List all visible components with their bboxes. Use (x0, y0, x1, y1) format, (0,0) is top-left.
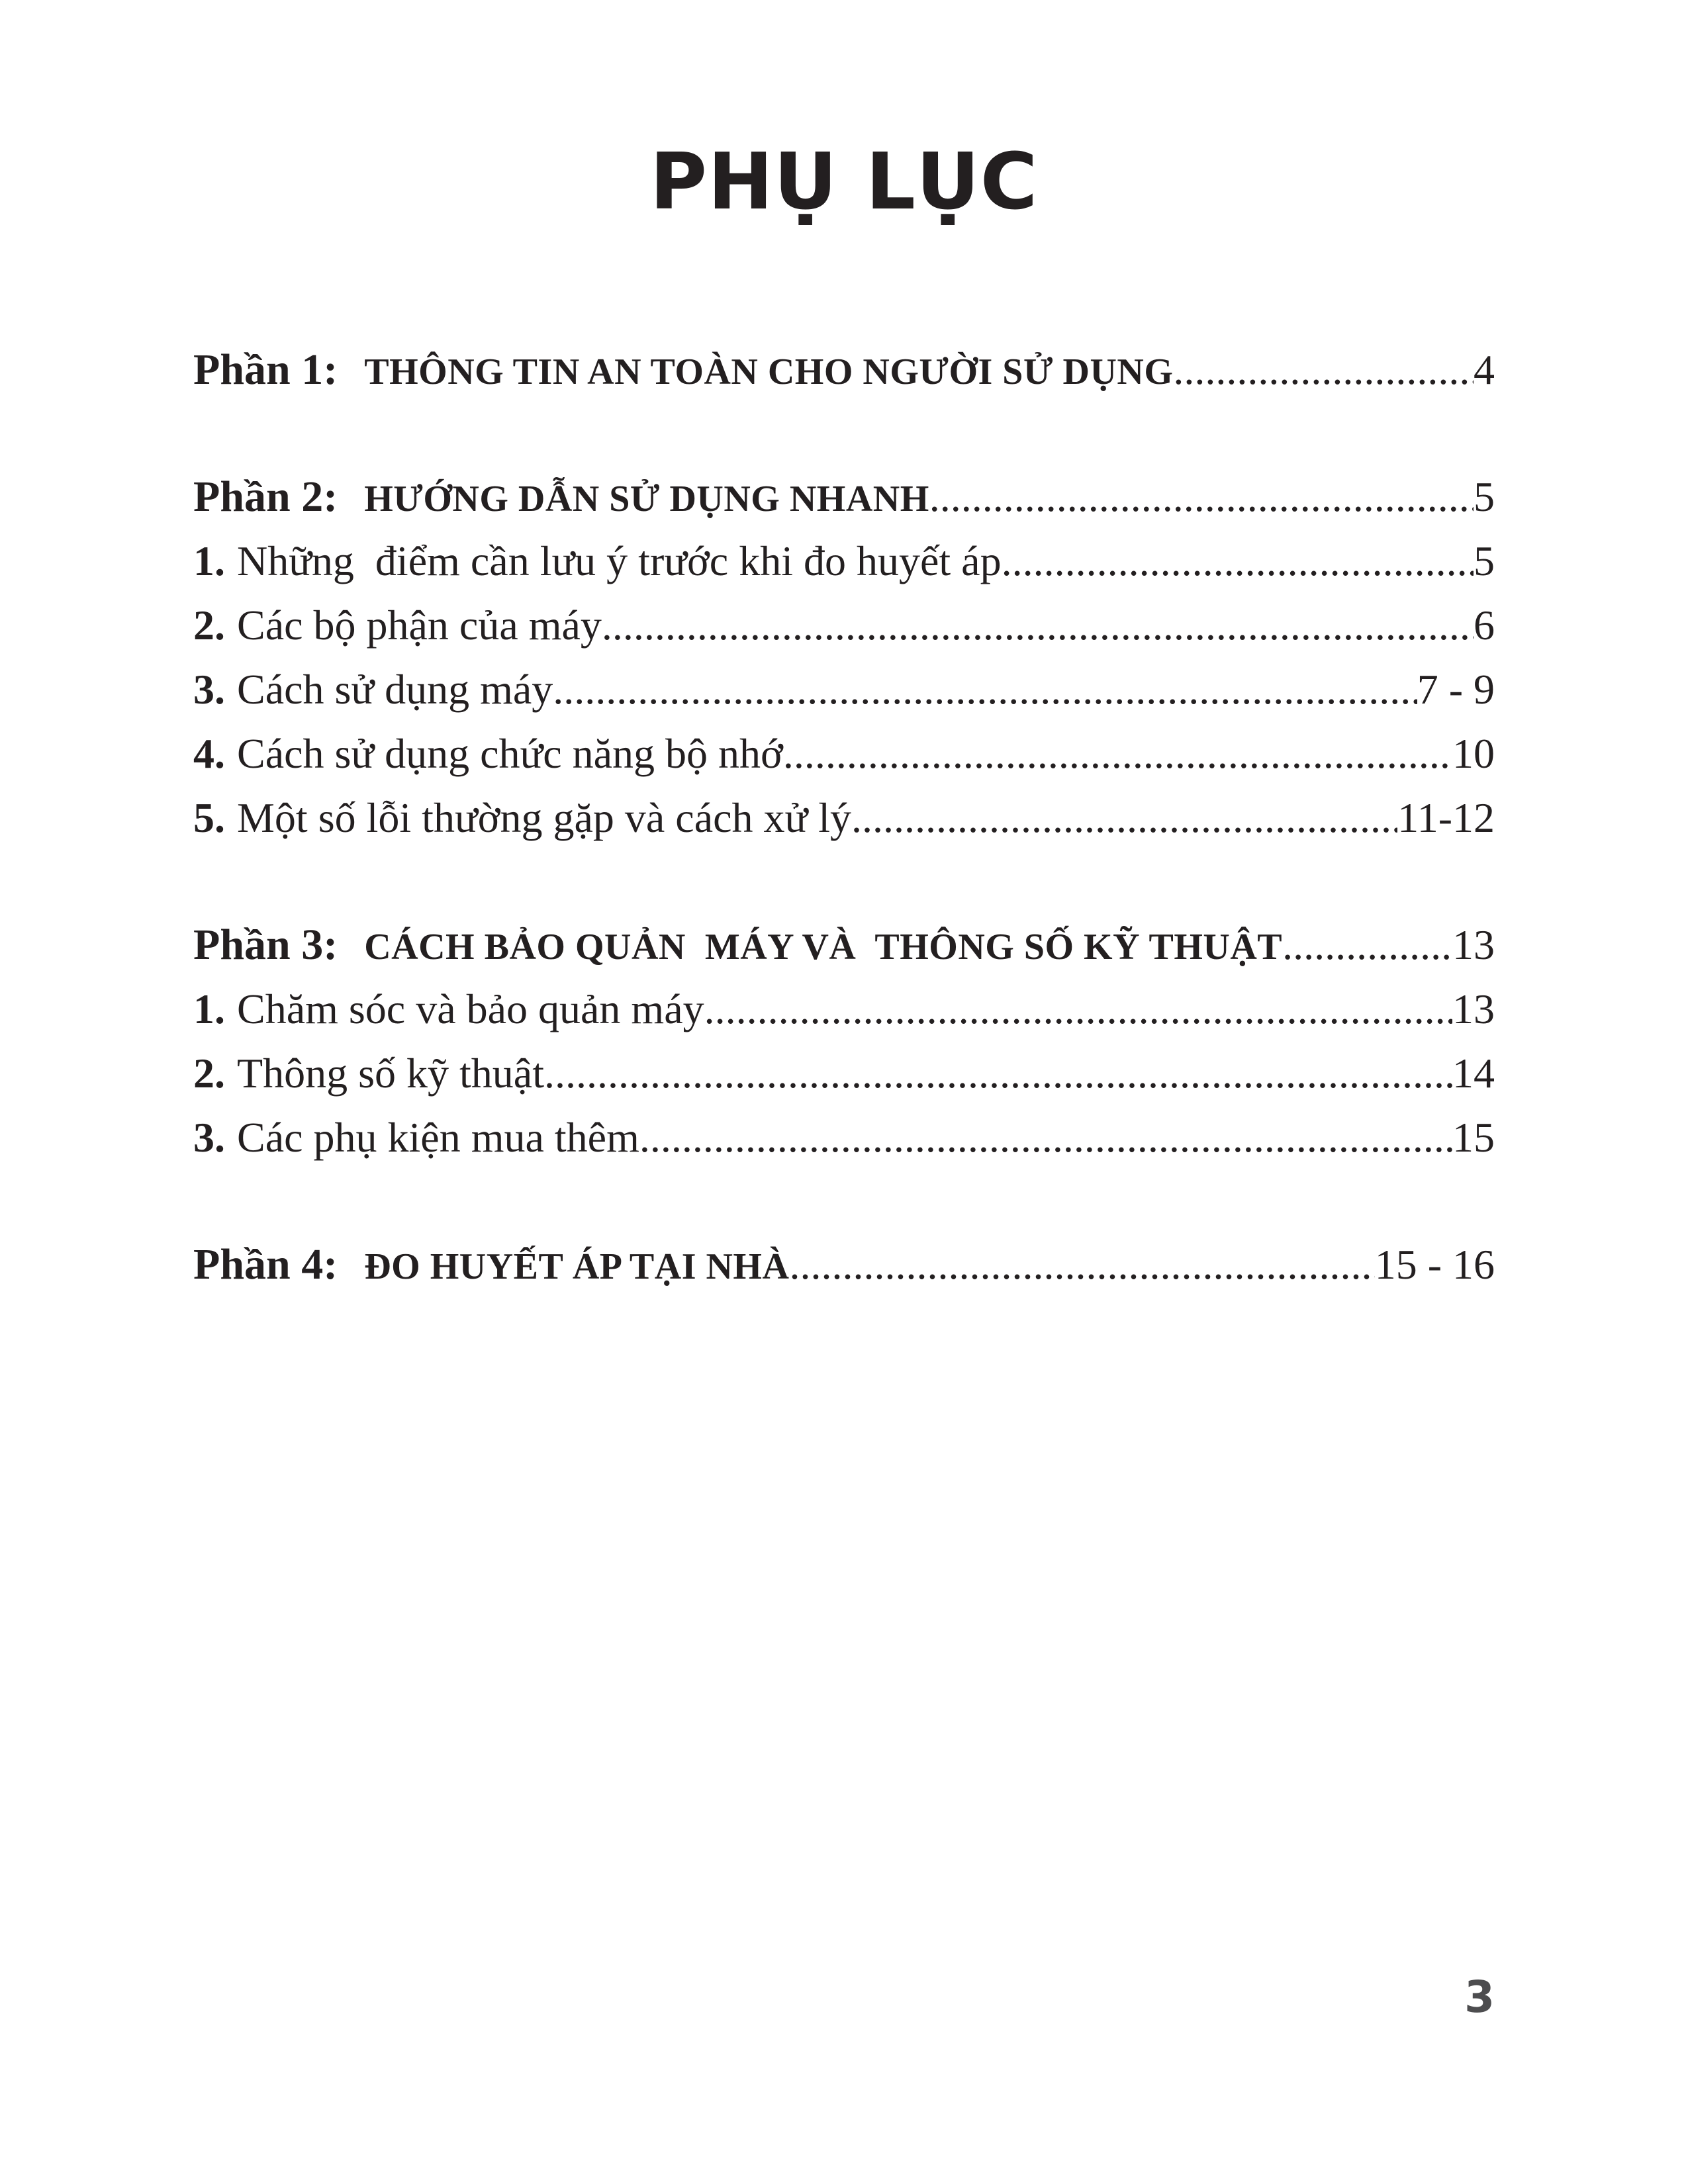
entry-text: Cách sử dụng máy (237, 666, 553, 713)
entry-text: Những điểm cần lưu ý trước khi đo huyết áp (237, 537, 1002, 584)
entry-text: Chăm sóc và bảo quản máy (237, 985, 704, 1032)
page-ref: 13 (1452, 985, 1495, 1032)
toc-section-2 (193, 465, 1495, 850)
part-label: Phần 2: (193, 473, 338, 521)
entry-text: Các phụ kiện mua thêm (237, 1114, 639, 1161)
toc-section-1 (193, 338, 1495, 402)
entry-text: Thông số kỹ thuật (237, 1050, 544, 1097)
page-ref: 13 (1452, 921, 1495, 968)
part-title: ĐO HUYẾT ÁP TẠI NHÀ (364, 1246, 790, 1287)
dot-leader (1282, 913, 1452, 977)
part-title: HƯỚNG DẪN SỬ DỤNG NHANH (364, 478, 929, 520)
toc-part-heading[interactable] (193, 465, 1495, 529)
part-label: Phần 1: (193, 345, 338, 394)
page-ref: 15 - 16 (1374, 1241, 1495, 1288)
entry-text: Cách sử dụng chức năng bộ nhớ (237, 730, 783, 777)
entry-number: 1. (193, 985, 225, 1032)
toc-entry[interactable] (193, 657, 1495, 721)
part-title: CÁCH BẢO QUẢN MÁY VÀ THÔNG SỐ KỸ THUẬT (364, 927, 1283, 968)
part-label: Phần 3: (193, 921, 338, 969)
toc-entry[interactable] (193, 977, 1495, 1041)
toc-part-heading[interactable] (193, 338, 1495, 402)
toc-part-heading[interactable] (193, 1232, 1495, 1297)
toc-entry[interactable] (193, 593, 1495, 657)
dot-leader (783, 721, 1452, 786)
toc-entry[interactable] (193, 721, 1495, 786)
dot-leader (851, 786, 1397, 850)
dot-leader (929, 465, 1474, 529)
entry-text: Các bộ phận của máy (237, 602, 602, 649)
page-ref: 11-12 (1397, 794, 1495, 841)
table-of-contents (193, 338, 1495, 1297)
page-ref: 6 (1474, 602, 1495, 649)
page-ref: 4 (1474, 346, 1495, 393)
dot-leader (639, 1105, 1452, 1169)
page-ref: 15 (1452, 1114, 1495, 1161)
page-ref: 10 (1452, 730, 1495, 777)
dot-leader (1002, 529, 1474, 593)
dot-leader (553, 657, 1417, 721)
part-label: Phần 4: (193, 1240, 338, 1289)
toc-entry[interactable] (193, 1105, 1495, 1169)
toc-entry[interactable] (193, 529, 1495, 593)
entry-number: 1. (193, 537, 225, 584)
entry-number: 2. (193, 602, 225, 649)
dot-leader (1173, 338, 1474, 402)
dot-leader (544, 1041, 1452, 1105)
entry-number: 2. (193, 1050, 225, 1097)
entry-number: 5. (193, 794, 225, 841)
entry-number: 3. (193, 666, 225, 713)
dot-leader (789, 1232, 1374, 1297)
toc-part-heading[interactable] (193, 913, 1495, 977)
entry-text: Một số lỗi thường gặp và cách xử lý (237, 794, 851, 841)
part-title: THÔNG TIN AN TOÀN CHO NGƯỜI SỬ DỤNG (364, 351, 1174, 392)
toc-section-4 (193, 1232, 1495, 1297)
page-ref: 7 - 9 (1417, 666, 1495, 713)
toc-entry[interactable] (193, 786, 1495, 850)
dot-leader (602, 593, 1474, 657)
page-ref: 5 (1474, 537, 1495, 584)
entry-number: 4. (193, 730, 225, 777)
page-ref: 14 (1452, 1050, 1495, 1097)
toc-entry[interactable] (193, 1041, 1495, 1105)
dot-leader (704, 977, 1452, 1041)
entry-number: 3. (193, 1114, 225, 1161)
page-ref: 5 (1474, 473, 1495, 520)
page-number: 3 (1464, 1972, 1495, 2023)
toc-section-3 (193, 913, 1495, 1169)
page-title: PHỤ LỤC (649, 136, 1039, 227)
